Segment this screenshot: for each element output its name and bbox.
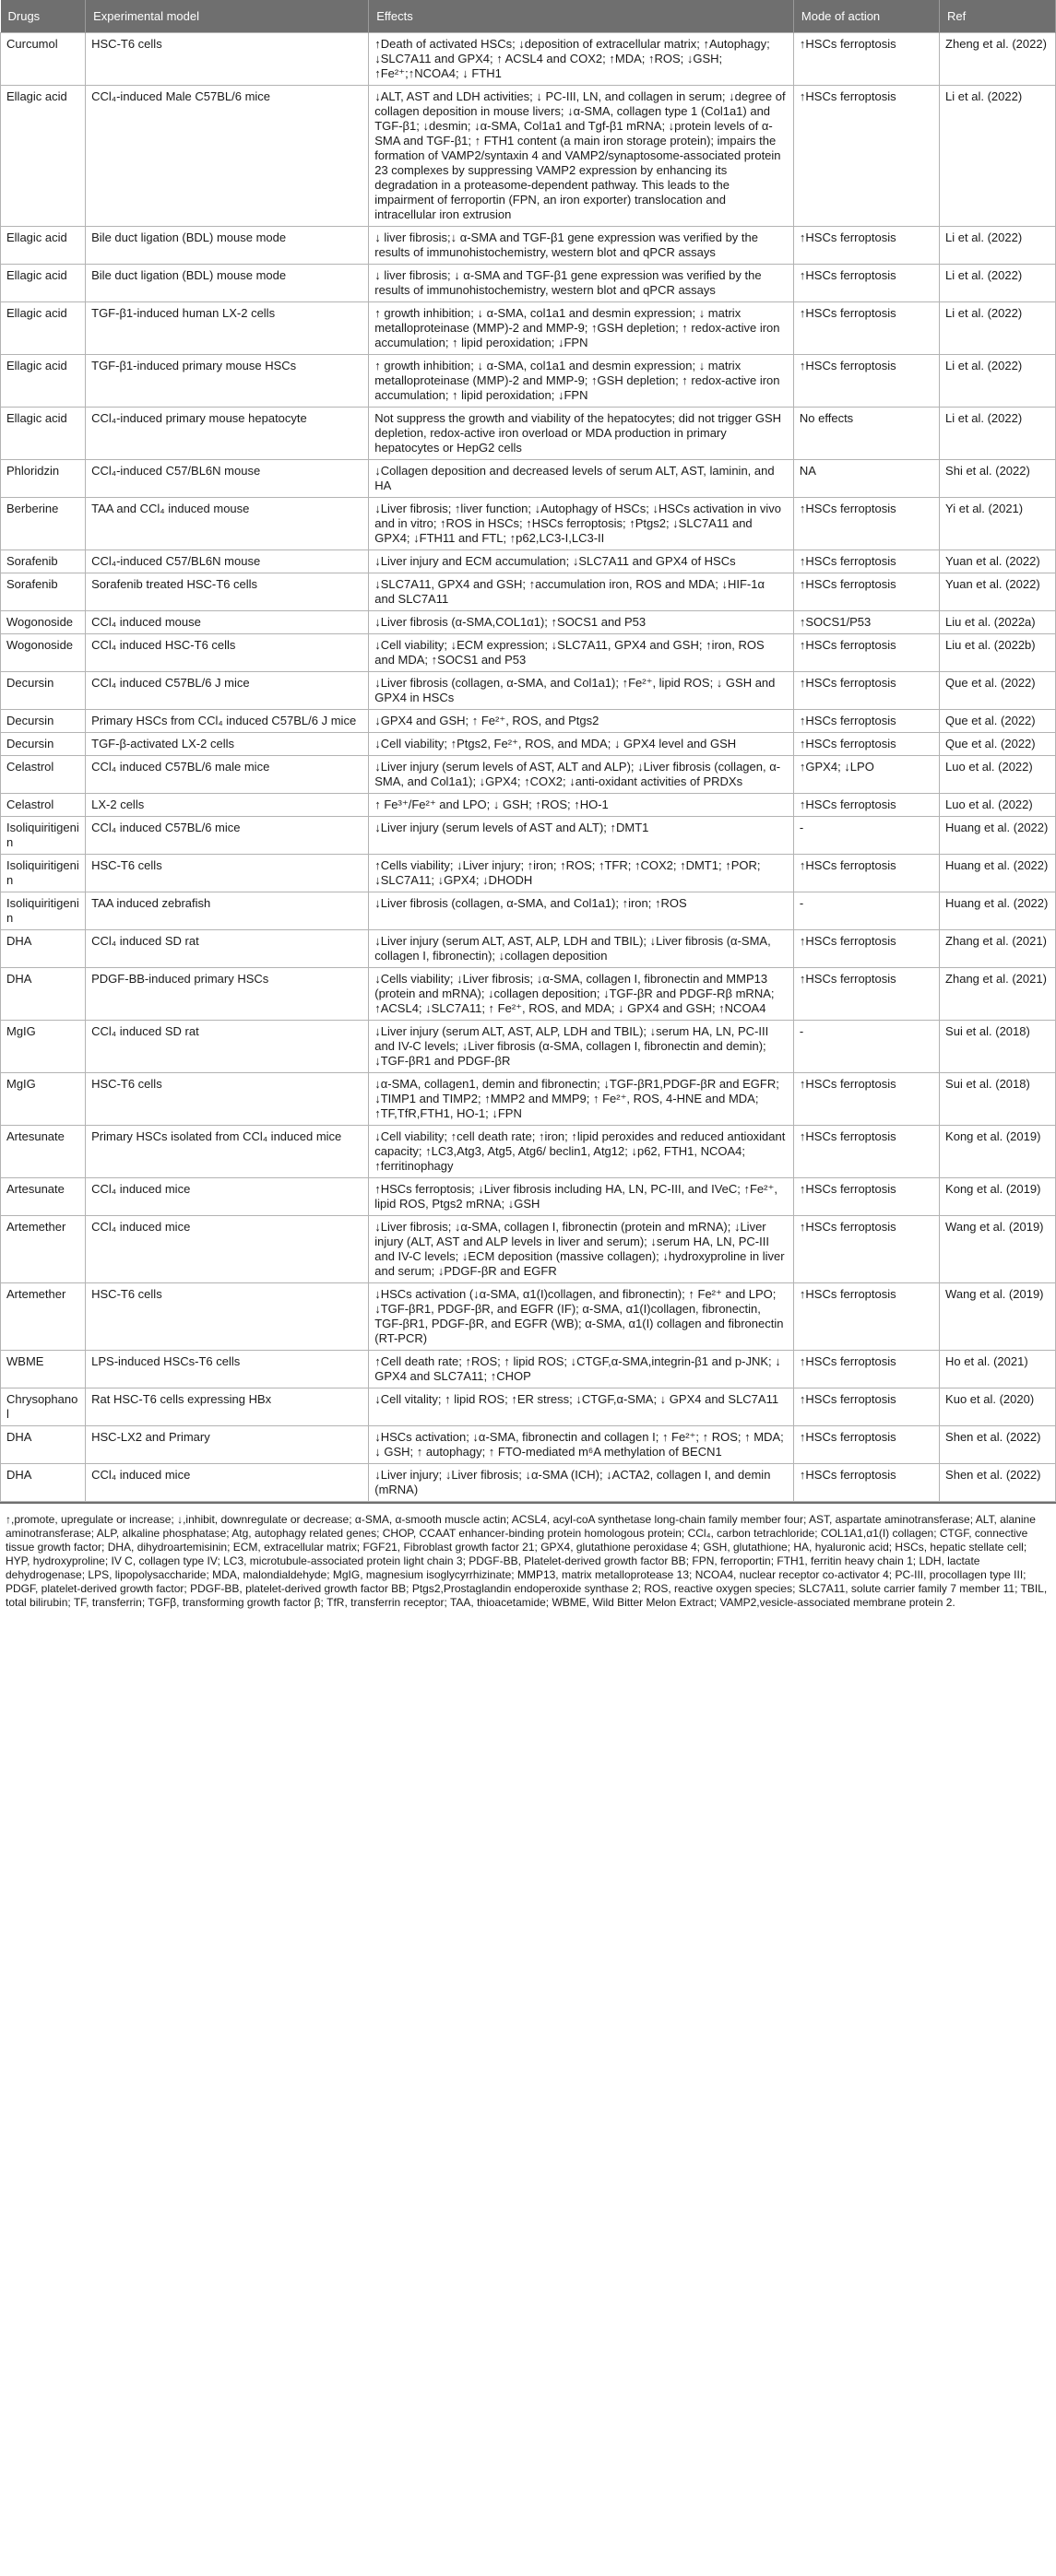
drug-cell: Ellagic acid (1, 227, 86, 265)
effects-cell: ↓Liver injury (serum levels of AST and ALT); ↑DMT1 (369, 817, 794, 855)
drug-cell: Phloridzin (1, 460, 86, 498)
effects-cell: ↑ growth inhibition; ↓ α-SMA, col1a1 and desmin expression; ↓ matrix metalloproteinase (MMP)-2 and MMP-9; ↑GSH depletion; ↑ redox-active iron accumulation; ↑ lipid peroxidation; ↓FPN (369, 302, 794, 355)
model-cell: CCl₄-induced primary mouse hepatocyte (86, 408, 369, 460)
model-cell: HSC-T6 cells (86, 1283, 369, 1351)
mode-cell: ↑HSCs ferroptosis (793, 733, 939, 756)
drug-cell: Ellagic acid (1, 355, 86, 408)
drug-cell: DHA (1, 930, 86, 968)
model-cell: Rat HSC-T6 cells expressing HBx (86, 1388, 369, 1426)
model-cell: CCl₄ induced C57BL/6 J mice (86, 672, 369, 710)
effects-cell: ↓Liver injury and ECM accumulation; ↓SLC7A11 and GPX4 of HSCs (369, 550, 794, 573)
table-row (1, 930, 1056, 968)
ref-cell: Huang et al. (2022) (940, 855, 1056, 892)
ref-cell: Kong et al. (2019) (940, 1178, 1056, 1216)
drug-cell: Wogonoside (1, 611, 86, 634)
table-row (1, 710, 1056, 733)
drug-cell: Celastrol (1, 756, 86, 794)
ref-cell: Li et al. (2022) (940, 86, 1056, 227)
mode-cell: - (793, 817, 939, 855)
ref-cell: Yuan et al. (2022) (940, 573, 1056, 611)
mode-cell: ↑HSCs ferroptosis (793, 710, 939, 733)
effects-cell: ↓Liver injury (serum ALT, AST, ALP, LDH and TBIL); ↓Liver fibrosis (α-SMA, collagen I, fibronectin); ↓collagen deposition (369, 930, 794, 968)
mode-cell: ↑HSCs ferroptosis (793, 355, 939, 408)
ref-cell: Kuo et al. (2020) (940, 1388, 1056, 1426)
model-cell: PDGF-BB-induced primary HSCs (86, 968, 369, 1021)
effects-cell: ↑ growth inhibition; ↓ α-SMA, col1a1 and desmin expression; ↓ matrix metalloproteinase (MMP)-2 and MMP-9; ↑GSH depletion; ↑ redox-active iron accumulation; ↑ lipid peroxidation; ↓FPN (369, 355, 794, 408)
effects-cell: ↓α-SMA, collagen1, demin and fibronectin; ↓TGF-βR1,PDGF-βR and EGFR; ↓TIMP1 and TIMP2; ↑MMP2 and MMP9; ↑ Fe²⁺, ROS, 4-HNE and MDA; ↑TF,TfR,FTH1, HO-1; ↓FPN (369, 1073, 794, 1126)
mode-cell: ↑HSCs ferroptosis (793, 1283, 939, 1351)
table-row (1, 1073, 1056, 1126)
ref-cell: Que et al. (2022) (940, 710, 1056, 733)
mode-cell: ↑HSCs ferroptosis (793, 33, 939, 86)
header-experimental-model: Experimental model (86, 0, 369, 33)
ref-cell: Sui et al. (2018) (940, 1073, 1056, 1126)
table-row (1, 573, 1056, 611)
effects-cell: ↑Cell death rate; ↑ROS; ↑ lipid ROS; ↓CTGF,α-SMA,integrin-β1 and p-JNK; ↓ GPX4 and SLC7A11; ↑CHOP (369, 1351, 794, 1388)
mode-cell: ↑HSCs ferroptosis (793, 634, 939, 672)
mode-cell: ↑HSCs ferroptosis (793, 1073, 939, 1126)
model-cell: TAA and CCl₄ induced mouse (86, 498, 369, 550)
ref-cell: Zheng et al. (2022) (940, 33, 1056, 86)
drug-cell: Sorafenib (1, 573, 86, 611)
mode-cell: ↑HSCs ferroptosis (793, 1388, 939, 1426)
model-cell: HSC-LX2 and Primary (86, 1426, 369, 1464)
drug-cell: Ellagic acid (1, 302, 86, 355)
drug-cell: Artemether (1, 1283, 86, 1351)
mode-cell: ↑HSCs ferroptosis (793, 550, 939, 573)
table-row (1, 227, 1056, 265)
effects-cell: ↑Death of activated HSCs; ↓deposition of extracellular matrix; ↑Autophagy; ↓SLC7A11 and GPX4; ↑ ACSL4 and COX2; ↑MDA; ↑ROS; ↓GSH; ↑Fe²⁺;↑NCOA4; ↓ FTH1 (369, 33, 794, 86)
table-row (1, 892, 1056, 930)
ref-cell: Shen et al. (2022) (940, 1426, 1056, 1464)
drug-cell: Celastrol (1, 794, 86, 817)
drug-cell: DHA (1, 1464, 86, 1502)
effects-cell: ↓ liver fibrosis; ↓ α-SMA and TGF-β1 gene expression was verified by the results of immunohistochemistry, western blot and qPCR assays (369, 265, 794, 302)
table-row (1, 1464, 1056, 1502)
mode-cell: ↑HSCs ferroptosis (793, 1464, 939, 1502)
effects-cell: ↓ liver fibrosis;↓ α-SMA and TGF-β1 gene expression was verified by the results of immunohistochemistry, western blot and qPCR assays (369, 227, 794, 265)
drug-cell: DHA (1, 1426, 86, 1464)
drug-cell: Ellagic acid (1, 408, 86, 460)
mode-cell: ↑HSCs ferroptosis (793, 1126, 939, 1178)
model-cell: CCl₄ induced mice (86, 1216, 369, 1283)
header-drugs: Drugs (1, 0, 86, 33)
mode-cell: No effects (793, 408, 939, 460)
table-footnote: ↑,promote, upregulate or increase; ↓,inhibit, downregulate or decrease; α-SMA, α-smooth muscle actin; ACSL4, acyl-coA synthetase long-chain family member four; AST, aspartate aminotransferase; ALT, alanine aminotransferase; ALP, alkaline phosphatase; Atg, autophagy related genes; CHOP, CCAAT enhancer-binding protein homologous protein; CCl₄, carbon tetrachloride; COL1A1,α1(I) collagen; CTGF, connective tissue growth factor; DHA, dihydroartemisinin; ECM, extracellular matrix; FGF21, Fibroblast growth factor 21; GPX4, glutathione peroxidase 4; GSH, glutathione; HA, hyaluronic acid; HSCs, hepatic stellate cell; HYP, hydroxyproline; IV C, collagen type IV; LC3, microtubule-associated protein light chain 3; PDGF-BB, Platelet-derived growth factor BB; FPN, ferroportin; FTH1, ferritin heavy chain 1; LDH, lactate dehydrogenase; LPS, lipopolysaccharide; MDA, malondialdehyde; MgIG, magnesium isoglycyrrhizinate; MMP13, matrix metalloprotease 13; NCOA4, nuclear receptor co-activator 4; PC-III, procollagen type III; PDGF, platelet-derived growth factor; PDGF-BB, platelet-derived growth factor BB; Ptgs2,Prostaglandin endoperoxide synthase 2; ROS, reactive oxygen species; SLC7A11, solute carrier family 7 member 11; TBIL, total bilirubin; TF, transferrin; TGFβ, transforming growth factor β; TfR, transferrin receptor; TAA, thioacetamide; WBME, Wild Bitter Melon Extract; VAMP2,vesicle-associated membrane protein 2. (0, 1502, 1056, 1615)
drug-cell: Wogonoside (1, 634, 86, 672)
table-row (1, 86, 1056, 227)
table-row (1, 794, 1056, 817)
mode-cell: - (793, 892, 939, 930)
ref-cell: Huang et al. (2022) (940, 817, 1056, 855)
header-ref: Ref (940, 0, 1056, 33)
ref-cell: Que et al. (2022) (940, 733, 1056, 756)
mode-cell: ↑HSCs ferroptosis (793, 1178, 939, 1216)
model-cell: HSC-T6 cells (86, 855, 369, 892)
model-cell: CCl₄ induced SD rat (86, 1021, 369, 1073)
mode-cell: ↑HSCs ferroptosis (793, 1216, 939, 1283)
drug-cell: Ellagic acid (1, 265, 86, 302)
drug-cell: Curcumol (1, 33, 86, 86)
header-mode-of-action: Mode of action (793, 0, 939, 33)
drug-cell: Decursin (1, 710, 86, 733)
effects-cell: ↓GPX4 and GSH; ↑ Fe²⁺, ROS, and Ptgs2 (369, 710, 794, 733)
mode-cell: ↑HSCs ferroptosis (793, 86, 939, 227)
mode-cell: NA (793, 460, 939, 498)
ref-cell: Li et al. (2022) (940, 265, 1056, 302)
model-cell: HSC-T6 cells (86, 1073, 369, 1126)
mode-cell: ↑GPX4; ↓LPO (793, 756, 939, 794)
drug-cell: Decursin (1, 733, 86, 756)
ref-cell: Zhang et al. (2021) (940, 968, 1056, 1021)
effects-cell: ↓Cell viability; ↑cell death rate; ↑iron; ↑lipid peroxides and reduced antioxidant capacity; ↑LC3,Atg3, Atg5, Atg6/ beclin1, Atg12; ↓p62, FTH1, NCOA4; ↑ferritinophagy (369, 1126, 794, 1178)
effects-cell: ↓HSCs activation; ↓α-SMA, fibronectin and collagen I; ↑ Fe²⁺; ↑ ROS; ↑ MDA; ↓ GSH; ↑ autophagy; ↑ FTO-mediated m⁶A methylation of BECN1 (369, 1426, 794, 1464)
ref-cell: Huang et al. (2022) (940, 892, 1056, 930)
effects-cell: ↓Liver fibrosis (collagen, α-SMA, and Col1a1); ↑Fe²⁺, lipid ROS; ↓ GSH and GPX4 in HSCs (369, 672, 794, 710)
table-row (1, 968, 1056, 1021)
table-row (1, 1216, 1056, 1283)
model-cell: CCl₄-induced C57/BL6N mouse (86, 550, 369, 573)
model-cell: CCl₄ induced SD rat (86, 930, 369, 968)
mode-cell: ↑HSCs ferroptosis (793, 930, 939, 968)
table-row (1, 1178, 1056, 1216)
ref-cell: Shi et al. (2022) (940, 460, 1056, 498)
table-row (1, 1388, 1056, 1426)
table-row (1, 756, 1056, 794)
effects-cell: ↓Liver injury (serum levels of AST, ALT and ALP); ↓Liver fibrosis (collagen, α-SMA, and Col1a1); ↓GPX4; ↑COX2; ↓anti-oxidant activities of PRDXs (369, 756, 794, 794)
ref-cell: Wang et al. (2019) (940, 1283, 1056, 1351)
table-body (1, 33, 1056, 1502)
model-cell: HSC-T6 cells (86, 33, 369, 86)
mode-cell: ↑HSCs ferroptosis (793, 1351, 939, 1388)
effects-cell: ↓Liver injury (serum ALT, AST, ALP, LDH and TBIL); ↓serum HA, LN, PC-III and IV-C levels; ↓Liver fibrosis (α-SMA, collagen I, fibronectin and demin); ↓TGF-βR1 and PDGF-βR (369, 1021, 794, 1073)
effects-cell: ↓Liver injury; ↓Liver fibrosis; ↓α-SMA (ICH); ↓ACTA2, collagen I, and demin (mRNA) (369, 1464, 794, 1502)
effects-cell: Not suppress the growth and viability of the hepatocytes; did not trigger GSH depletion, redox-active iron overload or MDA production in primary hepatocytes or HepG2 cells (369, 408, 794, 460)
model-cell: TAA induced zebrafish (86, 892, 369, 930)
model-cell: Bile duct ligation (BDL) mouse mode (86, 227, 369, 265)
ref-cell: Ho et al. (2021) (940, 1351, 1056, 1388)
drug-cell: Isoliquiritigenin (1, 817, 86, 855)
model-cell: CCl₄ induced HSC-T6 cells (86, 634, 369, 672)
ref-cell: Li et al. (2022) (940, 227, 1056, 265)
ref-cell: Liu et al. (2022a) (940, 611, 1056, 634)
mode-cell: ↑HSCs ferroptosis (793, 265, 939, 302)
ref-cell: Kong et al. (2019) (940, 1126, 1056, 1178)
table-row (1, 265, 1056, 302)
mode-cell: ↑HSCs ferroptosis (793, 672, 939, 710)
model-cell: TGF-β1-induced primary mouse HSCs (86, 355, 369, 408)
model-cell: Primary HSCs isolated from CCl₄ induced mice (86, 1126, 369, 1178)
model-cell: CCl₄ induced C57BL/6 mice (86, 817, 369, 855)
model-cell: CCl₄ induced mice (86, 1178, 369, 1216)
drug-cell: Sorafenib (1, 550, 86, 573)
drug-cell: MgIG (1, 1073, 86, 1126)
table-header (1, 0, 1056, 33)
drug-cell: Artesunate (1, 1126, 86, 1178)
drug-cell: Artemether (1, 1216, 86, 1283)
drug-cell: Decursin (1, 672, 86, 710)
model-cell: TGF-β1-induced human LX-2 cells (86, 302, 369, 355)
mode-cell: ↑HSCs ferroptosis (793, 573, 939, 611)
table-row (1, 33, 1056, 86)
effects-cell: ↓Cells viability; ↓Liver fibrosis; ↓α-SMA, collagen I, fibronectin and MMP13 (protein and mRNA); ↓collagen deposition; ↓TGF-βR and PDGF-Rβ mRNA; ↑ACSL4; ↓SLC7A11; ↑ Fe²⁺, ROS, and MDA; ↓ GPX4 and GSH; ↑NCOA4 (369, 968, 794, 1021)
model-cell: CCl₄ induced mouse (86, 611, 369, 634)
table-row (1, 1021, 1056, 1073)
model-cell: LPS-induced HSCs-T6 cells (86, 1351, 369, 1388)
ref-cell: Yuan et al. (2022) (940, 550, 1056, 573)
mode-cell: ↑HSCs ferroptosis (793, 227, 939, 265)
effects-cell: ↓Collagen deposition and decreased levels of serum ALT, AST, laminin, and HA (369, 460, 794, 498)
ref-cell: Sui et al. (2018) (940, 1021, 1056, 1073)
effects-cell: ↓Liver fibrosis; ↓α-SMA, collagen I, fibronectin (protein and mRNA); ↓Liver injury (ALT, AST and ALP levels in liver and serum); ↓serum HA, LN, PC-III and IV-C levels; ↓ECM deposition (massive collagen); ↓hydroxyproline in liver and serum; ↓PDGF-βR and EGFR (369, 1216, 794, 1283)
table-row (1, 733, 1056, 756)
table-row (1, 1283, 1056, 1351)
ref-cell: Shen et al. (2022) (940, 1464, 1056, 1502)
model-cell: CCl₄-induced C57/BL6N mouse (86, 460, 369, 498)
drug-cell: Artesunate (1, 1178, 86, 1216)
drug-cell: Isoliquiritigenin (1, 855, 86, 892)
effects-cell: ↓HSCs activation (↓α-SMA, α1(I)collagen, and fibronectin); ↑ Fe²⁺ and LPO; ↓TGF-βR1, PDGF-βR, and EGFR (IF); α-SMA, α1(I)collagen, fibronectin, TGF-βR1, PDGF-βR, and EGFR (WB); α-SMA, α1(I) collagen and fibronectin (RT-PCR) (369, 1283, 794, 1351)
table-row (1, 355, 1056, 408)
table-row (1, 550, 1056, 573)
model-cell: Primary HSCs from CCl₄ induced C57BL/6 J mice (86, 710, 369, 733)
effects-cell: ↑HSCs ferroptosis; ↓Liver fibrosis including HA, LN, PC-III, and IVeC; ↑Fe²⁺, lipid ROS, Ptgs2 mRNA; ↓GSH (369, 1178, 794, 1216)
mode-cell: ↑HSCs ferroptosis (793, 855, 939, 892)
table-row (1, 1351, 1056, 1388)
header-row (1, 0, 1056, 33)
effects-cell: ↓Cell viability; ↑Ptgs2, Fe²⁺, ROS, and MDA; ↓ GPX4 level and GSH (369, 733, 794, 756)
effects-cell: ↓Cell viability; ↓ECM expression; ↓SLC7A11, GPX4 and GSH; ↑iron, ROS and MDA; ↑SOCS1 and P53 (369, 634, 794, 672)
effects-cell: ↓Cell vitality; ↑ lipid ROS; ↑ER stress; ↓CTGF,α-SMA; ↓ GPX4 and SLC7A11 (369, 1388, 794, 1426)
mode-cell: ↑SOCS1/P53 (793, 611, 939, 634)
model-cell: TGF-β-activated LX-2 cells (86, 733, 369, 756)
effects-cell: ↑Cells viability; ↓Liver injury; ↑iron; ↑ROS; ↑TFR; ↑COX2; ↑DMT1; ↑POR; ↓SLC7A11; ↓GPX4; ↓DHODH (369, 855, 794, 892)
table-row (1, 1426, 1056, 1464)
effects-cell: ↓SLC7A11, GPX4 and GSH; ↑accumulation iron, ROS and MDA; ↓HIF-1α and SLC7A11 (369, 573, 794, 611)
model-cell: CCl₄ induced C57BL/6 male mice (86, 756, 369, 794)
mode-cell: - (793, 1021, 939, 1073)
model-cell: LX-2 cells (86, 794, 369, 817)
table-row (1, 611, 1056, 634)
drug-cell: Berberine (1, 498, 86, 550)
ref-cell: Luo et al. (2022) (940, 756, 1056, 794)
mode-cell: ↑HSCs ferroptosis (793, 794, 939, 817)
mode-cell: ↑HSCs ferroptosis (793, 968, 939, 1021)
effects-cell: ↓Liver fibrosis (collagen, α-SMA, and Col1a1); ↑iron; ↑ROS (369, 892, 794, 930)
ref-cell: Li et al. (2022) (940, 408, 1056, 460)
table-row (1, 408, 1056, 460)
ref-cell: Zhang et al. (2021) (940, 930, 1056, 968)
drug-cell: WBME (1, 1351, 86, 1388)
table-row (1, 498, 1056, 550)
table-row (1, 1126, 1056, 1178)
table-row (1, 460, 1056, 498)
table-row (1, 634, 1056, 672)
ref-cell: Li et al. (2022) (940, 355, 1056, 408)
effects-cell: ↓ALT, AST and LDH activities; ↓ PC-III, LN, and collagen in serum; ↓degree of collagen deposition in mouse livers; ↓α-SMA, collagen type 1 (Col1a1) and TGF-β1; ↓desmin; ↓α-SMA, Col1a1 and Tgf-β1 mRNA; ↓protein levels of α-SMA and TGF-β1; ↑ FTH1 content (a main iron storage protein); impairs the formation of VAMP2/syntaxin 4 and VAMP2/synaptosome-associated protein 23 complexes by suppressing VAMP2 expression by enhancing its degradation in a proteasome-dependent pathway. This leads to the impairment of ferroportin (FPN, an iron exporter) translocation and intracellular iron extrusion (369, 86, 794, 227)
ref-cell: Luo et al. (2022) (940, 794, 1056, 817)
ref-cell: Li et al. (2022) (940, 302, 1056, 355)
drug-cell: DHA (1, 968, 86, 1021)
effects-cell: ↓Liver fibrosis; ↑liver function; ↓Autophagy of HSCs; ↓HSCs activation in vivo and in vitro; ↑ROS in HSCs; ↑HSCs ferroptosis; ↑Ptgs2; ↓SLC7A11 and GPX4; ↓FTH11 and FTL; ↑p62,LC3-I,LC3-II (369, 498, 794, 550)
model-cell: Sorafenib treated HSC-T6 cells (86, 573, 369, 611)
ref-cell: Yi et al. (2021) (940, 498, 1056, 550)
model-cell: Bile duct ligation (BDL) mouse mode (86, 265, 369, 302)
ref-cell: Wang et al. (2019) (940, 1216, 1056, 1283)
model-cell: CCl₄-induced Male C57BL/6 mice (86, 86, 369, 227)
effects-cell: ↑ Fe³⁺/Fe²⁺ and LPO; ↓ GSH; ↑ROS; ↑HO-1 (369, 794, 794, 817)
ref-cell: Liu et al. (2022b) (940, 634, 1056, 672)
drug-cell: Ellagic acid (1, 86, 86, 227)
ref-cell: Que et al. (2022) (940, 672, 1056, 710)
drug-cell: Chrysophanol (1, 1388, 86, 1426)
table-row (1, 817, 1056, 855)
table-row (1, 855, 1056, 892)
mode-cell: ↑HSCs ferroptosis (793, 1426, 939, 1464)
model-cell: CCl₄ induced mice (86, 1464, 369, 1502)
effects-cell: ↓Liver fibrosis (α-SMA,COL1α1); ↑SOCS1 and P53 (369, 611, 794, 634)
mode-cell: ↑HSCs ferroptosis (793, 498, 939, 550)
drug-cell: Isoliquiritigenin (1, 892, 86, 930)
drug-cell: MgIG (1, 1021, 86, 1073)
mode-cell: ↑HSCs ferroptosis (793, 302, 939, 355)
table-row (1, 672, 1056, 710)
header-effects: Effects (369, 0, 794, 33)
table-row (1, 302, 1056, 355)
